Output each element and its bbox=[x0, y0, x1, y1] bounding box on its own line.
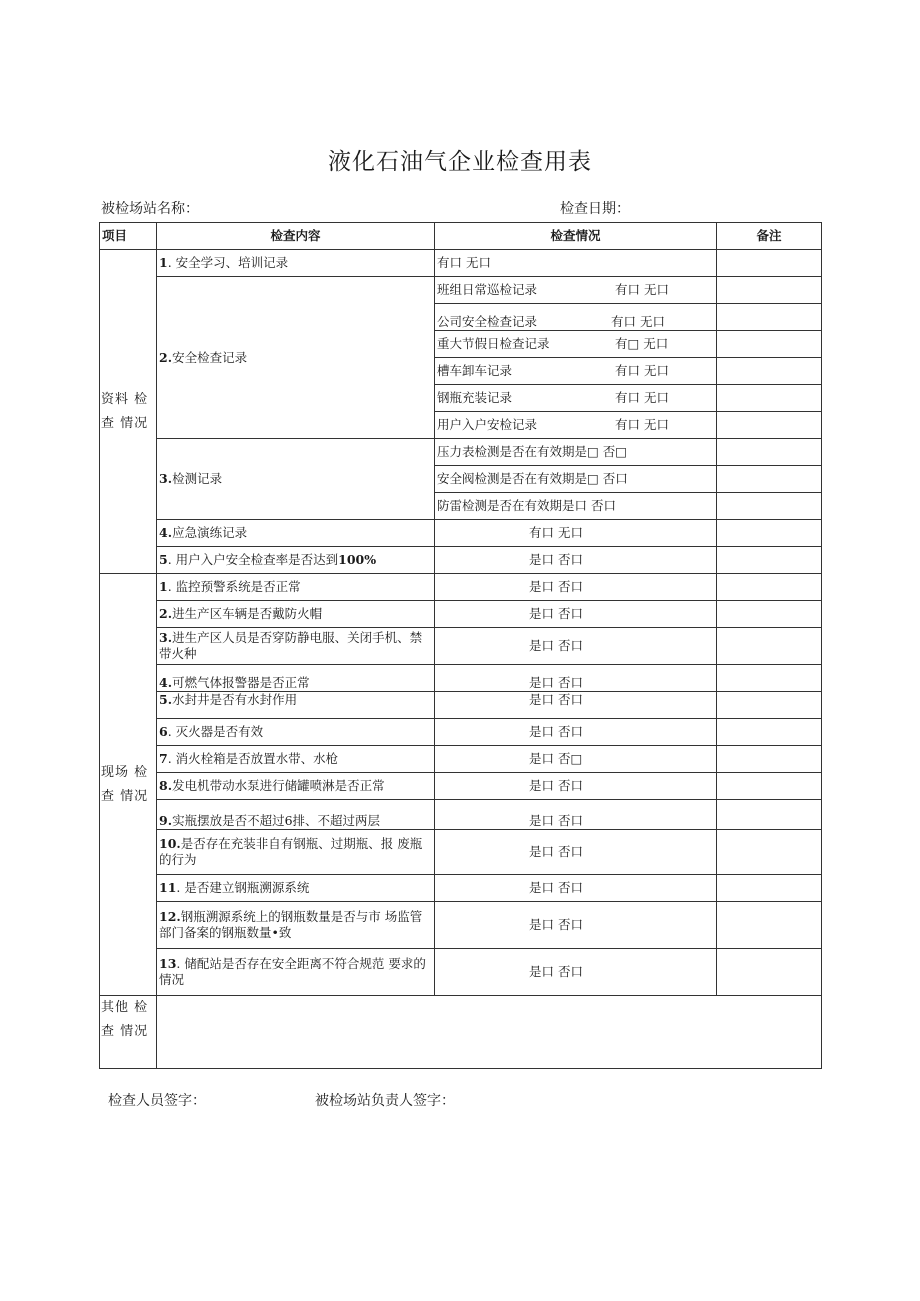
docs-item-2-sub-6[interactable]: 用户入户安检记录 有口 无口 bbox=[435, 412, 717, 439]
site-item-8-status[interactable]: 是口 否口 bbox=[435, 773, 717, 800]
site-item-1-status[interactable]: 是口 否口 bbox=[435, 574, 717, 601]
inspection-date-label: 检查日期： bbox=[560, 201, 630, 217]
site-item-1: 1. 监控预警系统是否正常 bbox=[157, 574, 435, 601]
docs-item-1-status[interactable]: 有口 无口 bbox=[435, 250, 717, 277]
table-row bbox=[100, 250, 822, 277]
table-row bbox=[100, 875, 822, 902]
note-cell[interactable] bbox=[717, 439, 822, 466]
site-item-4-status[interactable]: 是口 否口 bbox=[435, 665, 717, 692]
site-item-9-status[interactable]: 是口 否口 bbox=[435, 800, 717, 830]
site-item-4: 4.可燃气体报警器是否正常 bbox=[157, 665, 435, 692]
site-item-13: 13. 储配站是否存在安全距离不符合规范 要求的情况 bbox=[157, 949, 435, 996]
docs-item-5: 5. 用户入户安全检查率是否达到100% bbox=[157, 547, 435, 574]
docs-item-1: 1. 安全学习、培训记录 bbox=[157, 250, 435, 277]
site-item-2-status[interactable]: 是口 否口 bbox=[435, 601, 717, 628]
site-item-7-status[interactable]: 是口 否□ bbox=[435, 746, 717, 773]
note-cell[interactable] bbox=[717, 574, 822, 601]
section-docs-label: 资料 检 查 情况 bbox=[100, 250, 157, 574]
section-site-label: 现场 检 查 情况 bbox=[100, 574, 157, 996]
note-cell[interactable] bbox=[717, 601, 822, 628]
note-cell[interactable] bbox=[717, 304, 822, 331]
note-cell[interactable] bbox=[717, 628, 822, 665]
docs-item-5-status[interactable]: 是口 否口 bbox=[435, 547, 717, 574]
site-item-6-status[interactable]: 是口 否口 bbox=[435, 719, 717, 746]
inspection-table bbox=[99, 222, 822, 1069]
site-item-2: 2.进生产区车辆是否戴防火帽 bbox=[157, 601, 435, 628]
table-row bbox=[100, 830, 822, 875]
site-item-3: 3.进生产区人员是否穿防静电服、关闭手机、禁带火种 bbox=[157, 628, 435, 665]
note-cell[interactable] bbox=[717, 773, 822, 800]
site-item-13-status[interactable]: 是口 否口 bbox=[435, 949, 717, 996]
note-cell[interactable] bbox=[717, 250, 822, 277]
site-item-12: 12.钢瓶溯源系统上的钢瓶数量是否与市 场监管部门备案的钢瓶数量•致 bbox=[157, 902, 435, 949]
note-cell[interactable] bbox=[717, 412, 822, 439]
note-cell[interactable] bbox=[717, 746, 822, 773]
table-row bbox=[100, 902, 822, 949]
note-cell[interactable] bbox=[717, 466, 822, 493]
note-cell[interactable] bbox=[717, 902, 822, 949]
docs-item-4: 4.应急演练记录 bbox=[157, 520, 435, 547]
inspector-signature-label: 检查人员签字： bbox=[108, 1093, 206, 1109]
table-row bbox=[100, 277, 822, 304]
table-row bbox=[100, 996, 822, 1069]
docs-item-4-status[interactable]: 有口 无口 bbox=[435, 520, 717, 547]
table-header-row bbox=[100, 223, 822, 250]
note-cell[interactable] bbox=[717, 875, 822, 902]
header-note: 备注 bbox=[717, 223, 822, 250]
other-findings-cell[interactable] bbox=[157, 996, 822, 1069]
table-row bbox=[100, 773, 822, 800]
table-row bbox=[100, 800, 822, 830]
header-content: 检查内容 bbox=[157, 223, 435, 250]
table-row bbox=[100, 574, 822, 601]
docs-item-3: 3.检测记录 bbox=[157, 439, 435, 520]
site-item-8: 8.发电机带动水泵进行储罐喷淋是否正常 bbox=[157, 773, 435, 800]
site-item-5: 5.水封井是否有水封作用 bbox=[157, 692, 435, 719]
table-row bbox=[100, 692, 822, 719]
section-other-label: 其他 检 查 情况 bbox=[100, 996, 157, 1069]
header-project: 项目 bbox=[100, 223, 157, 250]
site-item-10: 10.是否存在充装非自有钢瓶、过期瓶、报 废瓶的行为 bbox=[157, 830, 435, 875]
site-name-label: 被检场站名称： bbox=[101, 201, 199, 217]
table-row bbox=[100, 520, 822, 547]
site-item-10-status[interactable]: 是口 否口 bbox=[435, 830, 717, 875]
table-row bbox=[100, 719, 822, 746]
note-cell[interactable] bbox=[717, 277, 822, 304]
docs-item-2: 2.安全检查记录 bbox=[157, 277, 435, 439]
docs-item-3-sub-1[interactable]: 压力表检测是否在有效期是□ 否□ bbox=[435, 439, 717, 466]
note-cell[interactable] bbox=[717, 547, 822, 574]
site-item-6: 6. 灭火器是否有效 bbox=[157, 719, 435, 746]
docs-item-3-sub-3[interactable]: 防雷检测是否在有效期是口 否口 bbox=[435, 493, 717, 520]
site-item-3-status[interactable]: 是口 否口 bbox=[435, 628, 717, 665]
note-cell[interactable] bbox=[717, 692, 822, 719]
docs-item-2-sub-4[interactable]: 槽车卸车记录 有口 无口 bbox=[435, 358, 717, 385]
site-item-7: 7. 消火栓箱是否放置水带、水枪 bbox=[157, 746, 435, 773]
table-row bbox=[100, 949, 822, 996]
table-row bbox=[100, 439, 822, 466]
docs-item-2-sub-2[interactable]: 公司安全检查记录 有口 无口 bbox=[435, 304, 717, 331]
note-cell[interactable] bbox=[717, 800, 822, 830]
site-manager-signature-label: 被检场站负责人签字： bbox=[315, 1093, 455, 1109]
note-cell[interactable] bbox=[717, 719, 822, 746]
table-row bbox=[100, 746, 822, 773]
table-row bbox=[100, 547, 822, 574]
note-cell[interactable] bbox=[717, 520, 822, 547]
docs-item-2-sub-1[interactable]: 班组日常巡检记录 有口 无口 bbox=[435, 277, 717, 304]
note-cell[interactable] bbox=[717, 949, 822, 996]
note-cell[interactable] bbox=[717, 358, 822, 385]
table-row bbox=[100, 628, 822, 665]
note-cell[interactable] bbox=[717, 385, 822, 412]
table-row bbox=[100, 665, 822, 692]
docs-item-2-sub-3[interactable]: 重大节假日检查记录 有□ 无口 bbox=[435, 331, 717, 358]
note-cell[interactable] bbox=[717, 665, 822, 692]
site-item-12-status[interactable]: 是口 否口 bbox=[435, 902, 717, 949]
header-status: 检查情况 bbox=[435, 223, 717, 250]
site-item-11-status[interactable]: 是口 否口 bbox=[435, 875, 717, 902]
note-cell[interactable] bbox=[717, 830, 822, 875]
note-cell[interactable] bbox=[717, 331, 822, 358]
docs-item-2-sub-5[interactable]: 钢瓶充装记录 有口 无口 bbox=[435, 385, 717, 412]
site-item-9: 9.实瓶摆放是否不超过6排、不超过两层 bbox=[157, 800, 435, 830]
note-cell[interactable] bbox=[717, 493, 822, 520]
page-title: 液化石油气企业检查用表 bbox=[328, 149, 592, 175]
docs-item-3-sub-2[interactable]: 安全阀检测是否在有效期是□ 否口 bbox=[435, 466, 717, 493]
table-row bbox=[100, 601, 822, 628]
site-item-5-status[interactable]: 是口 否口 bbox=[435, 692, 717, 719]
site-item-11: 11. 是否建立钢瓶溯源系统 bbox=[157, 875, 435, 902]
